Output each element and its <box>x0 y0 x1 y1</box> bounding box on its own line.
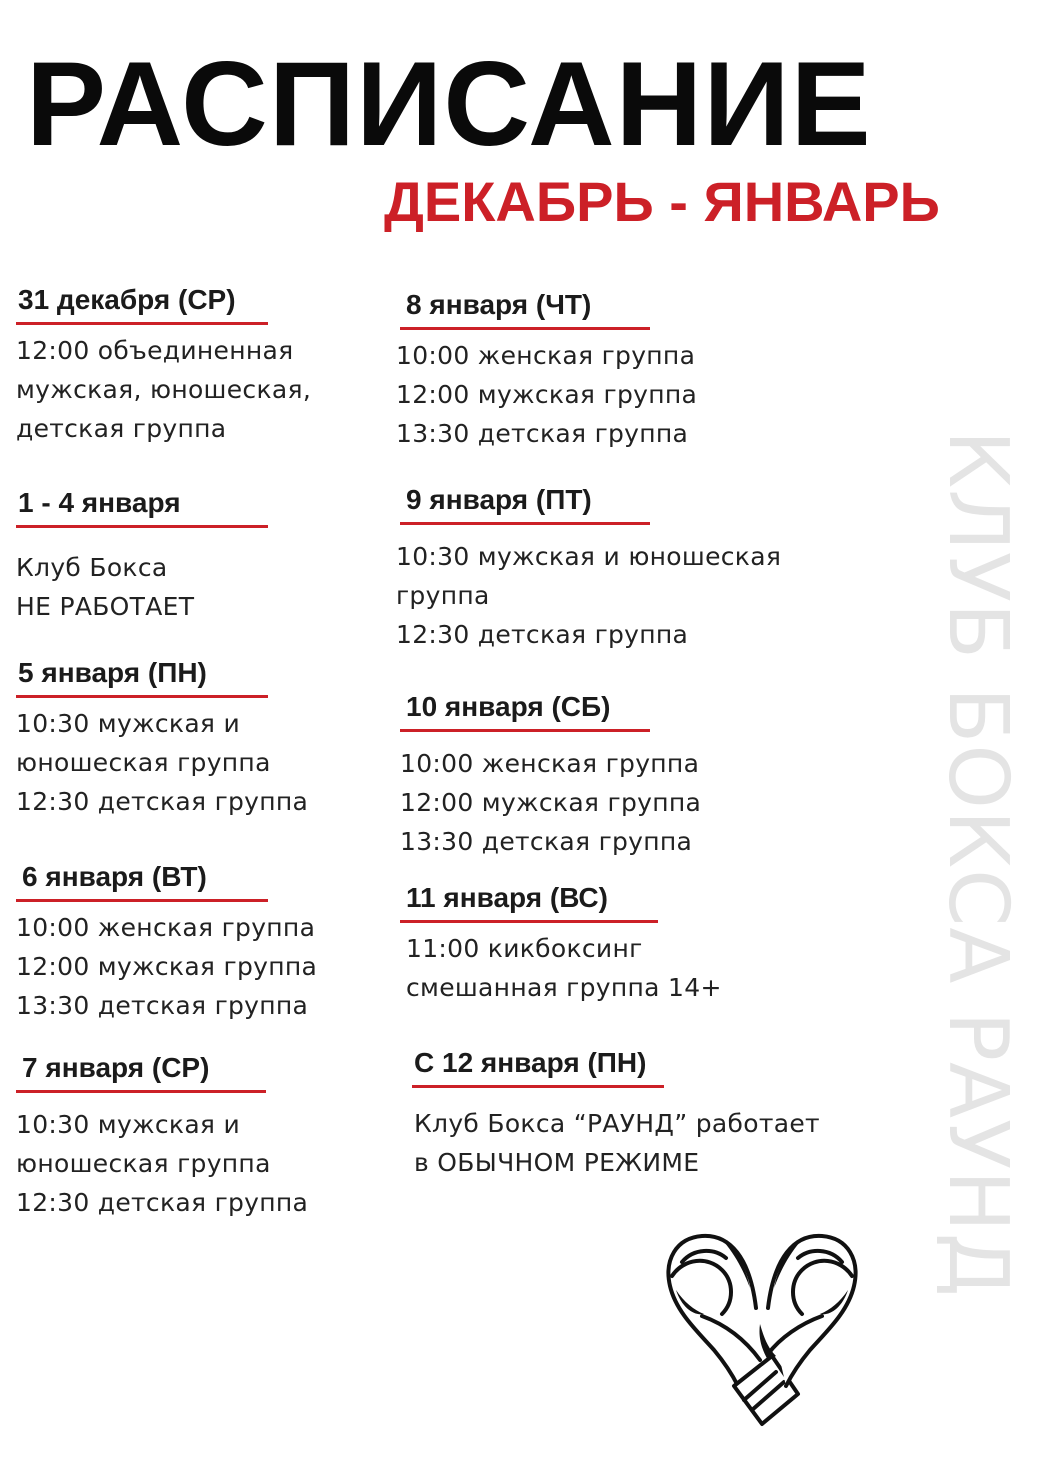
heading-underline <box>16 899 268 902</box>
day-heading: 31 декабря (СР) <box>18 284 236 315</box>
schedule-line: детская группа <box>16 414 227 443</box>
schedule-line: 10:30 мужская и <box>16 709 241 738</box>
schedule-line: 10:00 женская группа <box>16 913 316 942</box>
schedule-day <box>412 1045 820 1182</box>
schedule-line: юношеская группа <box>16 1149 271 1178</box>
schedule-line: юношеская группа <box>16 748 271 777</box>
schedule-line: 10:30 мужская и юношеская <box>396 542 782 571</box>
club-name-vertical: КЛУБ БОКСА РАУНД <box>930 430 1025 1298</box>
day-heading: 7 января (СР) <box>22 1052 210 1083</box>
schedule-line: 12:30 детская группа <box>16 1188 309 1217</box>
day-heading: 9 января (ПТ) <box>406 484 592 515</box>
schedule-day <box>16 282 312 448</box>
schedule-line: смешанная группа 14+ <box>406 973 722 1002</box>
schedule-line: 10:00 женская группа <box>400 749 700 778</box>
schedule-line: 10:30 мужская и <box>16 1110 241 1139</box>
schedule-day <box>400 689 702 861</box>
heading-underline <box>412 1085 664 1088</box>
schedule-day <box>396 287 698 453</box>
day-heading: 11 января (ВС) <box>406 882 608 913</box>
heading-underline <box>16 525 268 528</box>
boxing-gloves-heart-icon <box>664 1228 860 1430</box>
schedule-day <box>16 1050 309 1222</box>
heading-underline <box>16 1090 266 1093</box>
schedule-line: 12:00 мужская группа <box>16 952 318 981</box>
heading-underline <box>400 920 658 923</box>
schedule-line: 13:30 детская группа <box>16 991 309 1020</box>
day-heading: 10 января (СБ) <box>406 691 611 722</box>
heading-underline <box>16 695 268 698</box>
day-heading: 5 января (ПН) <box>18 657 207 688</box>
schedule-line: 12:00 мужская группа <box>396 380 698 409</box>
schedule-day <box>396 482 782 654</box>
day-heading: 8 января (ЧТ) <box>406 289 592 320</box>
day-heading: 1 - 4 января <box>18 487 181 518</box>
schedule-line: 12:30 детская группа <box>396 620 689 649</box>
schedule-day <box>16 485 268 626</box>
schedule-line: 10:00 женская группа <box>396 341 696 370</box>
page-subtitle: ДЕКАБРЬ - ЯНВАРЬ <box>384 170 940 233</box>
schedule-line: НЕ РАБОТАЕТ <box>16 592 195 621</box>
page-title: РАСПИСАНИЕ <box>26 37 872 171</box>
day-heading: С 12 января (ПН) <box>414 1047 647 1078</box>
schedule-line: 11:00 кикбоксинг <box>406 934 643 963</box>
schedule-line: 13:30 детская группа <box>396 419 689 448</box>
schedule-line: мужская, юношеская, <box>16 375 312 404</box>
heading-underline <box>16 322 268 325</box>
schedule-day <box>400 880 722 1007</box>
schedule-day <box>16 655 309 821</box>
heading-underline <box>400 729 650 732</box>
schedule-line: 12:30 детская группа <box>16 787 309 816</box>
schedule-line: 13:30 детская группа <box>400 827 693 856</box>
schedule-line: 12:00 мужская группа <box>400 788 702 817</box>
schedule-line: в ОБЫЧНОМ РЕЖИМЕ <box>414 1148 700 1177</box>
schedule-line: Клуб Бокса “РАУНД” работает <box>414 1109 820 1138</box>
schedule-line: Клуб Бокса <box>16 553 168 582</box>
schedule-day <box>16 859 318 1025</box>
heading-underline <box>400 522 650 525</box>
schedule-line: 12:00 объединенная <box>16 336 294 365</box>
day-heading: 6 января (ВТ) <box>22 861 207 892</box>
heading-underline <box>400 327 650 330</box>
schedule-line: группа <box>396 581 490 610</box>
